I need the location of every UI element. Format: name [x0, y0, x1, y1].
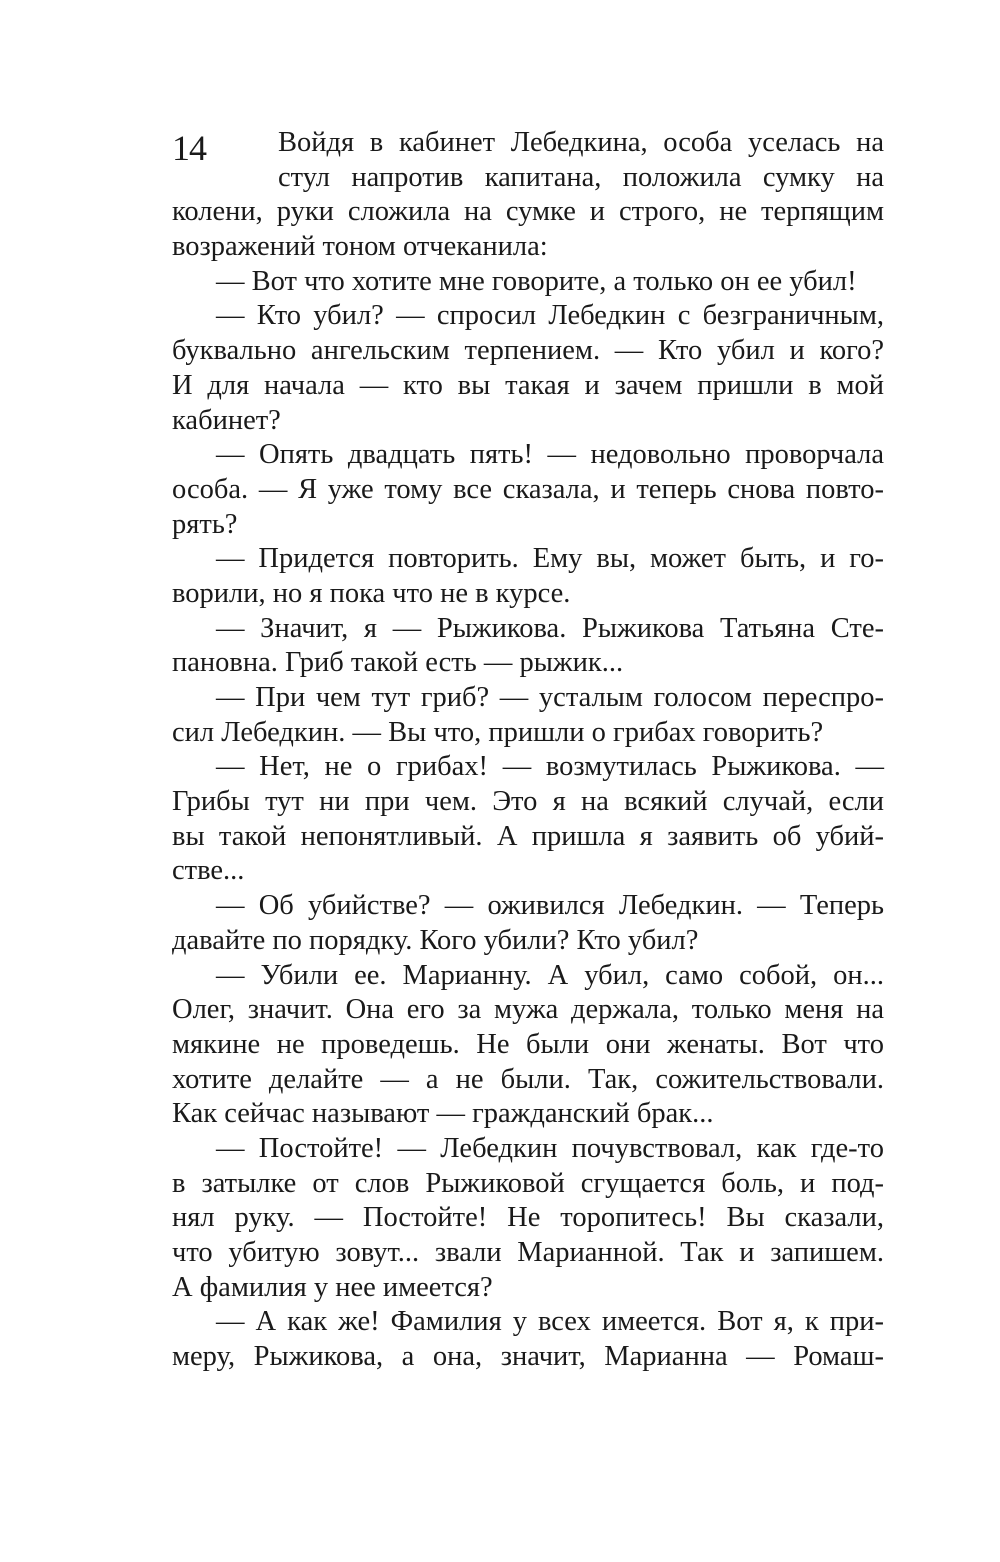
- text-line: — Убили ее. Марианну. А убил, само собой, он...: [216, 959, 884, 991]
- text-line: хотите делайте — а не были. Так, сожительствовали.: [172, 1063, 884, 1095]
- text-line: — Значит, я — Рыжикова. Рыжикова Татьяна Сте-: [216, 612, 884, 644]
- text-line: Войдя в кабинет Лебедкина, особа уселась на: [278, 127, 884, 158]
- text-line: — При чем тут гриб? — усталым голосом переспро-: [216, 682, 884, 713]
- page-number: 14: [172, 128, 206, 168]
- text-line: в затылке от слов Рыжиковой сгущается боль, и под-: [172, 1167, 884, 1199]
- text-line: давайте по порядку. Кого убили? Кто убил?: [172, 924, 699, 956]
- text-line: меру, Рыжикова, а она, значит, Марианна — Ромаш-: [172, 1341, 884, 1373]
- text-line: кабинет?: [172, 404, 281, 436]
- text-line: вы такой непонятливый. А пришла я заявить об убий-: [172, 820, 884, 852]
- text-line: — Опять двадцать пять! — недовольно проворчала: [216, 439, 884, 471]
- text-line: — Кто убил? — спросил Лебедкин с безграничным,: [216, 300, 884, 332]
- text-line: колени, руки сложила на сумке и строго, не терпящим: [172, 196, 884, 228]
- text-line: нял руку. — Постойте! Не торопитесь! Вы сказали,: [172, 1202, 884, 1234]
- text-line: — Придется повторить. Ему вы, может быть, и го-: [216, 543, 884, 575]
- text-line: особа. — Я уже тому все сказала, и теперь снова повто-: [172, 473, 884, 505]
- text-line: ворили, но я пока что не в курсе.: [172, 577, 571, 609]
- text-line: рять?: [172, 508, 238, 540]
- body-text: [172, 126, 884, 1375]
- text-line: А фамилия у нее имеется?: [172, 1271, 493, 1303]
- text-line: И для начала — кто вы такая и зачем пришли в мой: [172, 369, 884, 401]
- text-line: мякине не проведешь. Не были они женаты. Вот что: [172, 1028, 884, 1060]
- text-line: — Постойте! — Лебедкин почувствовал, как где-то: [216, 1132, 884, 1164]
- text-line: стве...: [172, 855, 245, 887]
- text-line: буквально ангельским терпением. — Кто убил и кого?: [172, 335, 884, 367]
- text-line: сил Лебедкин. — Вы что, пришли о грибах говорить?: [172, 716, 824, 748]
- text-line: возражений тоном отчеканила:: [172, 231, 548, 263]
- text-line: Как сейчас называют — гражданский брак...: [172, 1098, 714, 1130]
- text-line: что убитую зовут... звали Марианной. Так и запишем.: [172, 1237, 884, 1268]
- text-line: — Вот что хотите мне говорите, а только он ее убил!: [216, 265, 857, 297]
- text-line: пановна. Гриб такой есть — рыжик...: [172, 647, 624, 679]
- text-line: — Об убийстве? — оживился Лебедкин. — Теперь: [216, 890, 884, 922]
- text-line: — Нет, не о грибах! — возмутилась Рыжикова. —: [216, 751, 884, 783]
- text-line: стул напротив капитана, положила сумку на: [278, 161, 884, 193]
- text-line: Олег, значит. Она его за мужа держала, только меня на: [172, 994, 884, 1026]
- text-line: — А как же! Фамилия у всех имеется. Вот я, к при-: [216, 1306, 884, 1338]
- text-line: Грибы тут ни при чем. Это я на всякий случай, если: [172, 786, 884, 818]
